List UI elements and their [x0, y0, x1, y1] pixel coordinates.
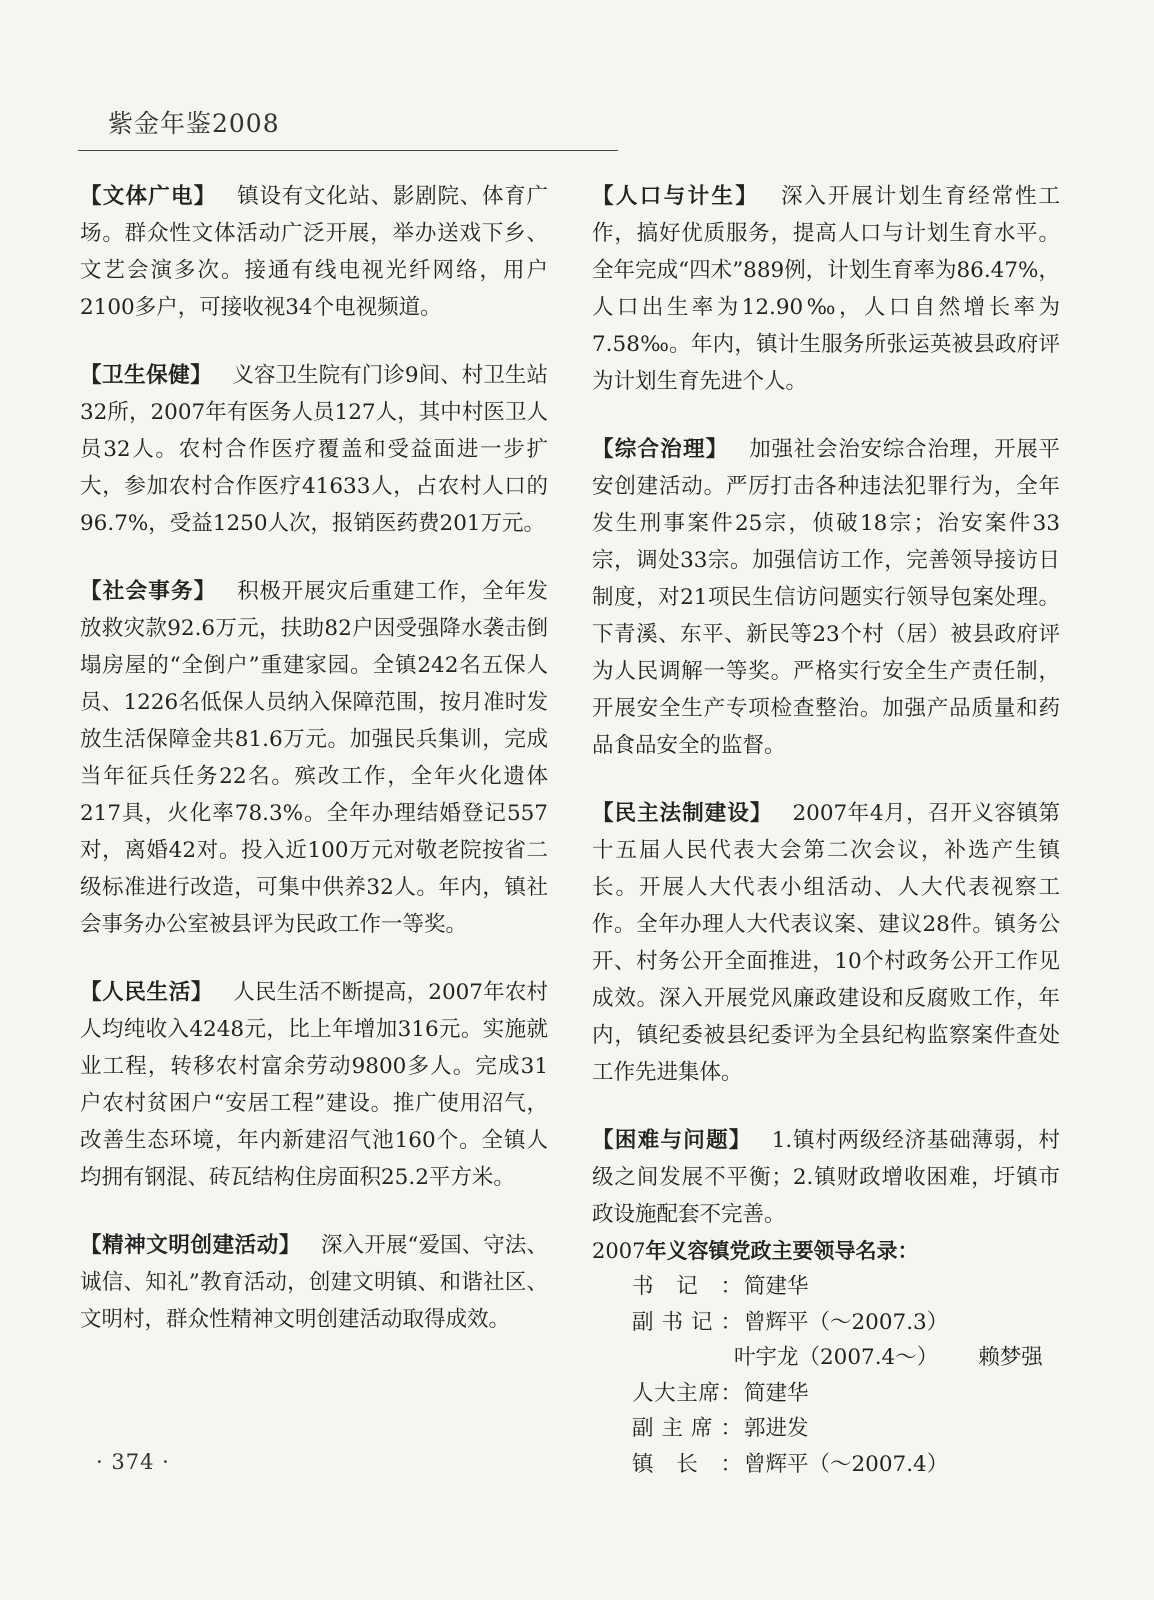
leader-name: 简建华: [744, 1274, 809, 1299]
entry-heading: 【社会事务】: [80, 579, 217, 604]
entry-heading: 【文体广电】: [80, 184, 217, 209]
leaders-title-text: 年义容镇党政主要领导名录：: [645, 1239, 919, 1263]
leader-name: 曾辉平（～2007.3）: [744, 1309, 949, 1335]
entry-text: 积极开展灾后重建工作，全年发放救灾款92.6万元，扶助82户因受强降水袭击倒塌房屋的“全倒户”重建家园。全镇242名五保人员、1226名低保人员纳入保障范围，按月准时发放生活保障金共81.6万元。加强民兵集训，完成当年征兵任务22名。殡改工作，全年火化遗体217具，火化率78.3%。全年办理结婚登记557对，离婚42对。投入近100万元对敬老院按省二级标准进行改造，可集中供养32人。年内，镇社会事务办公室被县评为民政工作一等奖。: [80, 579, 548, 937]
leader-row-mayor: [592, 1447, 1060, 1483]
left-column: [80, 178, 548, 1369]
entry-heading: 【综合治理】: [592, 437, 729, 462]
entry-comprehensive-governance: [592, 431, 1060, 764]
leader-role: 书记：: [632, 1274, 742, 1299]
entry-text: 深入开展计划生育经常性工作，搞好优质服务，提高人口与计划生育水平。全年完成“四术”889例，计划生育率为86.47%，人口出生率为12.90‰，人口自然增长率为7.58‰。年内，镇计生服务所张运英被县政府评为计划生育先进个人。: [592, 184, 1060, 394]
entry-social-affairs: [80, 573, 548, 943]
leader-role: 镇长：: [632, 1451, 742, 1477]
entry-text: 镇设有文化站、影剧院、体育广场。群众性文体活动广泛开展，举办送戏下乡、文艺会演多次。接通有线电视光纤网络，用户2100多户，可接收视34个电视频道。: [80, 184, 548, 320]
header-rule: [78, 150, 618, 151]
entry-difficulties-problems: [592, 1122, 1060, 1233]
leader-name: 赖梦强: [978, 1345, 1043, 1370]
entry-heading: 【人口与计生】: [592, 184, 760, 209]
entry-text: 加强社会治安综合治理，开展平安创建活动。严厉打击各种违法犯罪行为，全年发生刑事案件25宗，侦破18宗；治安案件33宗，调处33宗。加强信访工作，完善领导接访日制度，对21项民生信访问题实行领导包案处理。下青溪、东平、新民等23个村（居）被县政府评为人民调解一等奖。严格实行安全生产责任制，开展安全生产专项检查整治。加强产品质量和药品食品安全的监督。: [592, 437, 1060, 758]
running-head: 紫金年鉴2008: [108, 109, 280, 138]
entry-text: 人民生活不断提高，2007年农村人均纯收入4248元，比上年增加316元。实施就业工程，转移农村富余劳动9800多人。完成31户农村贫困户“安居工程”建设。推广使用沼气，改善生态环境，年内新建沼气池160个。全镇人均拥有钢混、砖瓦结构住房面积25.2平方米。: [80, 980, 548, 1190]
entry-heading: 【民主法制建设】: [592, 801, 773, 826]
entry-text: 深入开展“爱国、守法、诚信、知礼”教育活动，创建文明镇、和谐社区、文明村，群众性精神文明创建活动取得成效。: [80, 1233, 548, 1332]
leader-role: 人大主席：: [632, 1380, 742, 1406]
leaders-list: [592, 1233, 1060, 1482]
leader-row-deputy-secretary-cont: [592, 1340, 1060, 1376]
leader-name: 简建华: [744, 1380, 809, 1406]
entry-democracy-legal-system: [592, 795, 1060, 1091]
entry-health-care: [80, 357, 548, 542]
leaders-list-title: [592, 1233, 1060, 1269]
entry-heading: 【人民生活】: [80, 980, 214, 1005]
leader-row-secretary: [592, 1269, 1060, 1305]
leader-row-deputy-secretary: [592, 1305, 1060, 1341]
leader-name: 叶宇龙（2007.4～）: [734, 1345, 939, 1370]
entry-culture-sports-broadcasting: [80, 178, 548, 326]
entry-text: 义容卫生院有门诊9间、村卫生站32所，2007年有医务人员127人，其中村医卫人员32人。农村合作医疗覆盖和受益面进一步扩大，参加农村合作医疗41633人，占农村人口的96.7%，受益1250人次，报销医药费201万元。: [80, 363, 548, 536]
entry-spiritual-civilization: [80, 1227, 548, 1338]
leader-row-npc-chair: [592, 1376, 1060, 1412]
right-column: [592, 178, 1060, 1482]
leader-role: 副书记：: [632, 1309, 742, 1335]
entry-heading: 【精神文明创建活动】: [80, 1233, 301, 1258]
leader-row-vice-chair: [592, 1411, 1060, 1447]
leaders-title-year: 2007: [592, 1239, 646, 1263]
leader-role: 副主席：: [632, 1416, 742, 1441]
page-number: · 374 ·: [96, 1450, 170, 1474]
entry-heading: 【卫生保健】: [80, 363, 213, 388]
leader-name: 郭进发: [744, 1416, 809, 1441]
entry-text: 2007年4月，召开义容镇第十五届人民代表大会第二次会议，补选产生镇长。开展人大代表小组活动、人大代表视察工作。全年办理人大代表议案、建议28件。镇务公开、村务公开全面推进，10个村政务公开工作见成效。深入开展党风廉政建设和反腐败工作，年内，镇纪委被县纪委评为全县纪构监察案件查处工作先进集体。: [592, 801, 1060, 1085]
entry-text: 1.镇村两级经济基础薄弱，村级之间发展不平衡；2.镇财政增收困难，圩镇市政设施配套不完善。: [592, 1128, 1060, 1227]
entry-people-livelihood: [80, 974, 548, 1196]
leader-name: 曾辉平（～2007.4）: [744, 1451, 949, 1477]
entry-heading: 【困难与问题】: [592, 1128, 752, 1153]
entry-population-family-planning: [592, 178, 1060, 400]
